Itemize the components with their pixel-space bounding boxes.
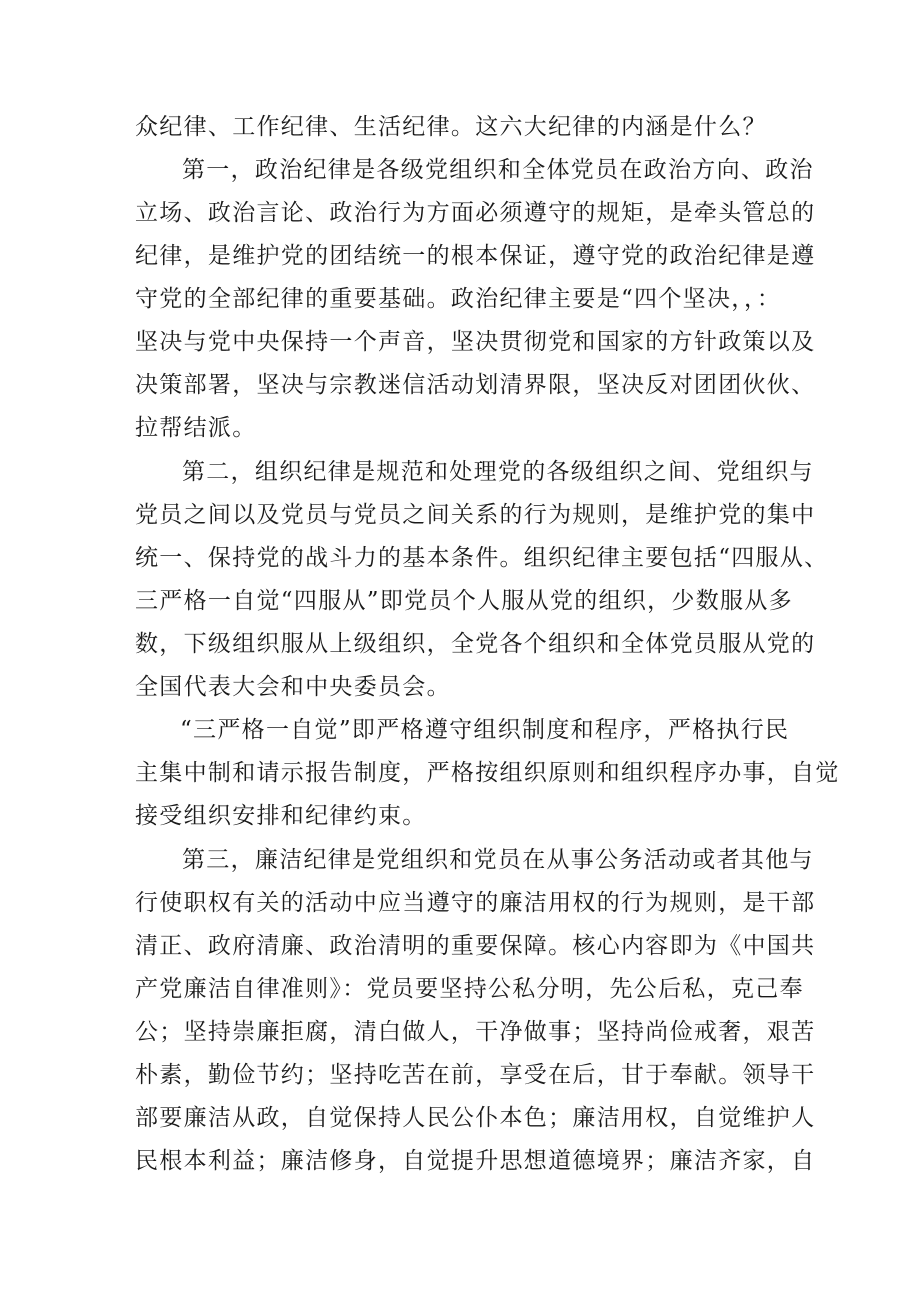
paragraph-first-line: 第二，组织纪律是规范和处理党的各级组织之间、党组织与: [182, 459, 814, 485]
text-line: 清正、政府清廉、政治清明的重要保障。核心内容即为《中国共: [135, 933, 816, 959]
text-line: 守党的全部纪律的重要基础。政治纪律主要是“四个坚决，，：: [135, 286, 782, 312]
text-line: 党员之间以及党员与党员之间关系的行为规则，是维护党的集中: [135, 502, 816, 528]
text-line: 统一、保持党的战斗力的基本条件。组织纪律主要包括“四服从、: [135, 545, 829, 571]
text-line: 决策部署，坚决与宗教迷信活动划清界限，坚决反对团团伙伙、: [135, 372, 816, 398]
text-line: 产党廉洁自律准则》：党员要坚持公私分明，先公后私，克己奉: [135, 976, 804, 1002]
text-line: 朴素，勤俭节约；坚持吃苦在前，享受在后，甘于奉献。领导干: [135, 1062, 816, 1088]
text-line: 纪律，是维护党的团结统一的根本保证，遵守党的政治纪律是遵: [135, 243, 816, 269]
text-line: 部要廉洁从政，自觉保持人民公仆本色；廉洁用权，自觉维护人: [135, 1105, 816, 1131]
text-line: 公；坚持崇廉拒腐，清白做人，干净做事；坚持尚俭戒奢，艰苦: [135, 1019, 816, 1045]
text-line: 主集中制和请示报告制度，严格按组织原则和组织程序办事，自觉: [135, 760, 840, 786]
text-line: 民根本利益；廉洁修身，自觉提升思想道德境界；廉洁齐家，自: [135, 1148, 816, 1174]
text-line: 坚决与党中央保持一个声音，坚决贯彻党和国家的方针政策以及: [135, 329, 816, 355]
text-line: 全国代表大会和中央委员会。: [135, 674, 451, 700]
text-line: 行使职权有关的活动中应当遵守的廉洁用权的行为规则，是干部: [135, 890, 816, 916]
paragraph-first-line: “三严格一自觉”即严格遵守组织制度和程序，严格执行民: [180, 717, 790, 743]
text-line: 拉帮结派。: [135, 415, 257, 441]
text-line: 众纪律、工作纪律、生活纪律。这六大纪律的内涵是什么？: [135, 114, 767, 140]
text-line: 立场、政治言论、政治行为方面必须遵守的规矩，是牵头管总的: [135, 200, 816, 226]
paragraph-first-line: 第三，廉洁纪律是党组织和党员在从事公务活动或者其他与: [182, 847, 814, 873]
paragraph-first-line: 第一，政治纪律是各级党组织和全体党员在政治方向、政治: [182, 157, 814, 183]
text-line: 三严格一自觉“四服从”即党员个人服从党的组织，少数服从多: [135, 588, 793, 614]
text-line: 接受组织安排和纪律约束。: [135, 803, 427, 829]
text-line: 数，下级组织服从上级组织，全党各个组织和全体党员服从党的: [135, 631, 816, 657]
